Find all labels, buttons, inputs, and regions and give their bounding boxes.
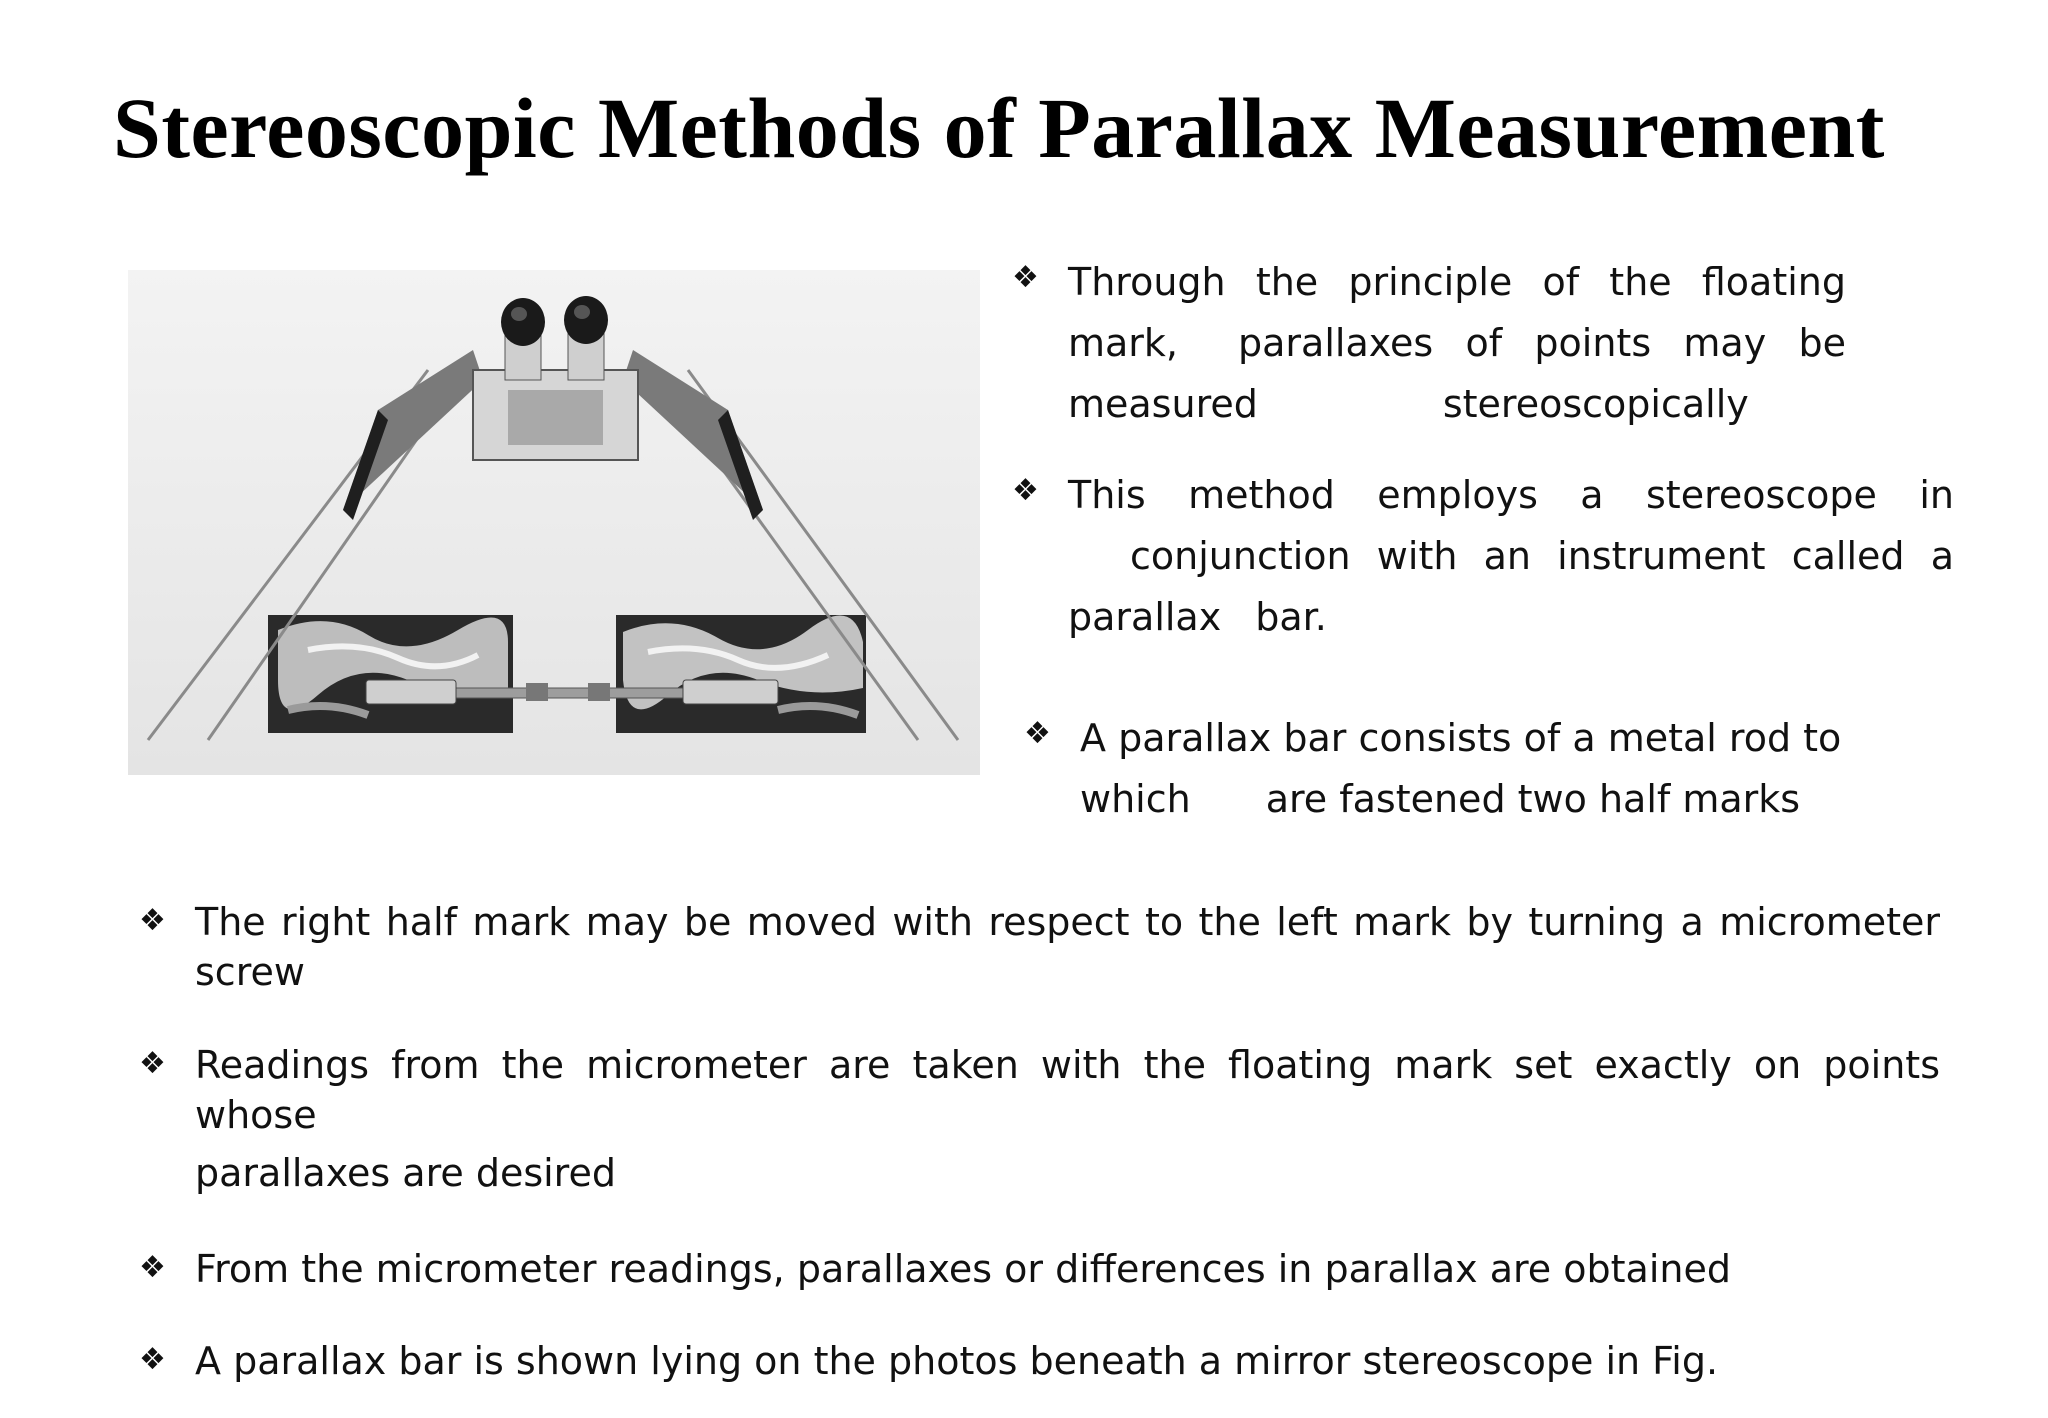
- bullet-icon: ❖: [139, 1342, 166, 1377]
- bullet-icon: ❖: [1012, 260, 1039, 295]
- bullet-line: [1080, 769, 1870, 830]
- bullet-floating-mark: [1012, 252, 1846, 435]
- bullet-line: [1068, 313, 1846, 374]
- bullet-icon: ❖: [1012, 473, 1039, 508]
- bullet-line: [1068, 587, 1954, 648]
- bullet-word: bar.: [1255, 595, 1327, 639]
- bullet-line: Through the principle of the floating: [1068, 260, 1846, 304]
- bullet-icon: ❖: [139, 903, 166, 938]
- bullet-icon: ❖: [139, 1046, 166, 1081]
- bullet-icon: ❖: [139, 1250, 166, 1285]
- bullet-word: measured: [1068, 382, 1258, 426]
- bullet-text: Readings from the micrometer are taken with the floating mark set exactly on points whose: [195, 1043, 1940, 1137]
- bullet-line: A parallax bar consists of a metal rod to: [1080, 716, 1842, 760]
- bullet-word: parallax: [1068, 595, 1222, 639]
- bullet-figure-reference: [139, 1336, 1940, 1386]
- bullet-text: The right half mark may be moved with respect to the left mark by turning a micrometer screw: [195, 900, 1940, 994]
- bullet-micrometer-readings: [139, 1040, 1940, 1198]
- stereoscope-photo: [128, 270, 980, 775]
- slide-title: Stereoscopic Methods of Parallax Measurement: [113, 80, 1885, 176]
- bullet-micrometer-screw: [139, 897, 1940, 997]
- bullet-stereoscope-method: [1012, 465, 1954, 648]
- left-photo: [268, 615, 513, 733]
- bullet-text: From the micrometer readings, parallaxes or differences in parallax are obtained: [195, 1247, 1731, 1291]
- bullet-word: mark,: [1068, 321, 1179, 365]
- bullet-word: which: [1080, 777, 1191, 821]
- bullet-word: stereoscopically: [1442, 382, 1749, 426]
- bullet-line: This method employs a stereoscope in: [1068, 473, 1954, 517]
- bullet-words: are fastened two half marks: [1265, 777, 1801, 821]
- bullet-parallax-differences: [139, 1244, 1940, 1294]
- bullet-words: parallaxes of points may be: [1238, 321, 1846, 365]
- right-photo: [616, 615, 866, 733]
- bullet-text: A parallax bar is shown lying on the photos beneath a mirror stereoscope in Fig.: [195, 1339, 1719, 1383]
- bullet-parallax-bar: [1024, 708, 1870, 830]
- stereoscope-illustration: [128, 270, 980, 775]
- bullet-line: conjunction with an instrument called a: [1130, 534, 1954, 578]
- bullet-icon: ❖: [1024, 716, 1051, 751]
- bullet-line: [1068, 374, 1846, 435]
- bullet-text-continued: parallaxes are desired: [195, 1151, 616, 1195]
